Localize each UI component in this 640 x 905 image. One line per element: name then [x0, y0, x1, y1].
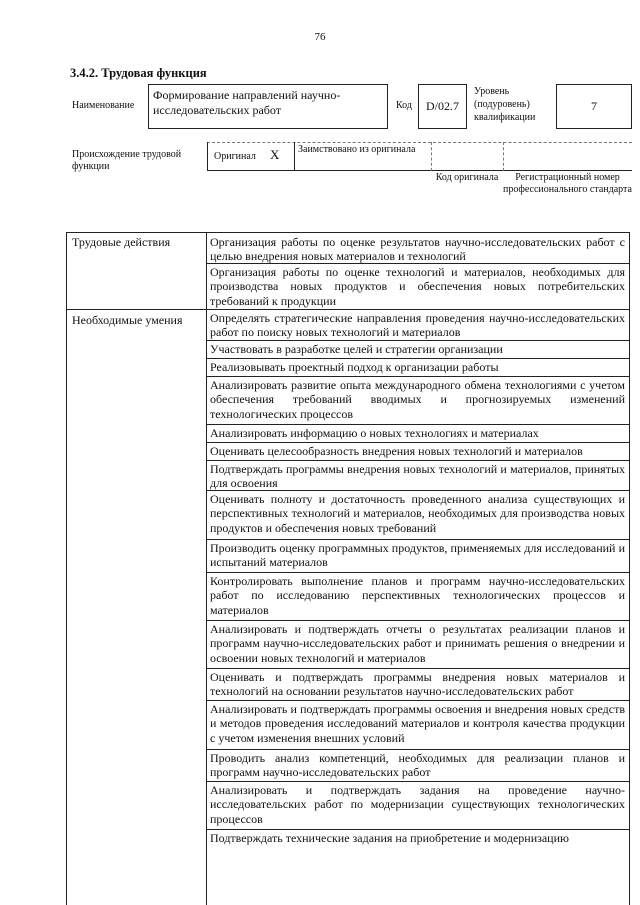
skills-label: Необходимые умения: [72, 313, 183, 327]
skill-item: Реализовывать проектный подход к организации работы: [210, 360, 499, 374]
row-divider: [206, 668, 630, 669]
skill-item: Участвовать в разработке целей и стратегии организации: [210, 342, 503, 356]
row-divider: [206, 490, 630, 491]
skill-item: Определять стратегические направления проведения научно-исследовательских работ по поиску новых технологий и материалов: [210, 311, 625, 340]
row-divider: [206, 376, 630, 377]
code-field: D/02.7: [418, 84, 467, 129]
labour-actions-label: Трудовые действия: [72, 235, 171, 249]
original-code-cell: [431, 142, 504, 171]
function-name-field: Формирование направлений научно-исследовательских работ: [148, 84, 388, 129]
row-divider: [206, 424, 630, 425]
skill-item: Анализировать и подтверждать отчеты о результатах реализации планов и программ научно-исследовательских работ и принимать решения о внедрении и освоении новых технологий и материалов: [210, 622, 625, 665]
section-title: 3.4.2. Трудовая функция: [70, 66, 207, 80]
page-number: 76: [314, 31, 326, 43]
table-column-divider: [206, 232, 207, 905]
row-divider: [66, 309, 630, 310]
labour-action-item: Организация работы по оценке технологий и материалов, необходимых для производства новых продуктов и обеспечения новых потребительских требований к продукции: [210, 265, 625, 308]
row-divider: [206, 358, 630, 359]
skill-item: Подтверждать программы внедрения новых технологий и материалов, принятых для освоения: [210, 462, 625, 491]
row-divider: [206, 340, 630, 341]
row-divider: [206, 460, 630, 461]
skill-item: Проводить анализ компетенций, необходимых для реализации планов и программ научно-исследовательских работ: [210, 751, 625, 780]
reg-number-caption: Регистрационный номер профессионального стандарта: [503, 172, 632, 195]
skill-item: Анализировать и подтверждать задания на проведение научно-исследовательских работ по модернизации существующих технологических процессов: [210, 783, 625, 826]
skill-item: Оценивать полноту и достаточность проведенного анализа существующих и перспективных технологий и материалов, необходимых для производства новых продуктов и обеспечения новых требований: [210, 492, 625, 535]
row-divider: [206, 829, 630, 830]
skill-item: Анализировать развитие опыта международного обмена технологиями с учетом обеспечения требований вводимых и прогнозируемых изменений технологических процессов: [210, 378, 625, 421]
original-mark: X: [270, 147, 280, 162]
skill-item: Производить оценку программных продуктов, применяемых для исследований и испытаний материалов: [210, 541, 625, 570]
name-label: Наименование: [72, 100, 135, 111]
code-label: Код: [396, 100, 412, 111]
borrowed-label: Заимствовано из оригинала: [298, 144, 416, 155]
origin-label: Происхождение трудовой функции: [72, 149, 182, 172]
skill-item: Оценивать и подтверждать программы внедрения новых материалов и технологий на основании результатов научно-исследовательских работ: [210, 670, 625, 699]
row-divider: [206, 572, 630, 573]
row-divider: [206, 781, 630, 782]
original-label: Оригинал: [214, 151, 256, 162]
row-divider: [206, 749, 630, 750]
skill-item: Подтверждать технические задания на приобретение и модернизацию: [210, 831, 569, 845]
level-label: Уровень (подуровень) квалификации: [474, 86, 536, 123]
row-divider: [206, 700, 630, 701]
row-divider: [206, 263, 630, 264]
skill-item: Оценивать целесообразность внедрения новых технологий и материалов: [210, 444, 583, 458]
row-divider: [206, 442, 630, 443]
level-field: 7: [556, 84, 632, 129]
labour-action-item: Организация работы по оценке результатов научно-исследовательских работ с целью внедрения новых материалов и технологий: [210, 235, 625, 264]
reg-number-cell: [503, 142, 632, 171]
row-divider: [206, 539, 630, 540]
original-code-caption: Код оригинала: [435, 172, 499, 183]
row-divider: [206, 620, 630, 621]
skill-item: Анализировать информацию о новых технологиях и материалах: [210, 426, 539, 440]
skill-item: Контролировать выполнение планов и программ научно-исследовательских работ по исследованию перспективных технологических процессов и материалов: [210, 574, 625, 617]
skill-item: Анализировать и подтверждать программы освоения и внедрения новых средств и методов проведения исследований материалов и контроля качества продукции с учетом изменения внешних условий: [210, 702, 625, 745]
